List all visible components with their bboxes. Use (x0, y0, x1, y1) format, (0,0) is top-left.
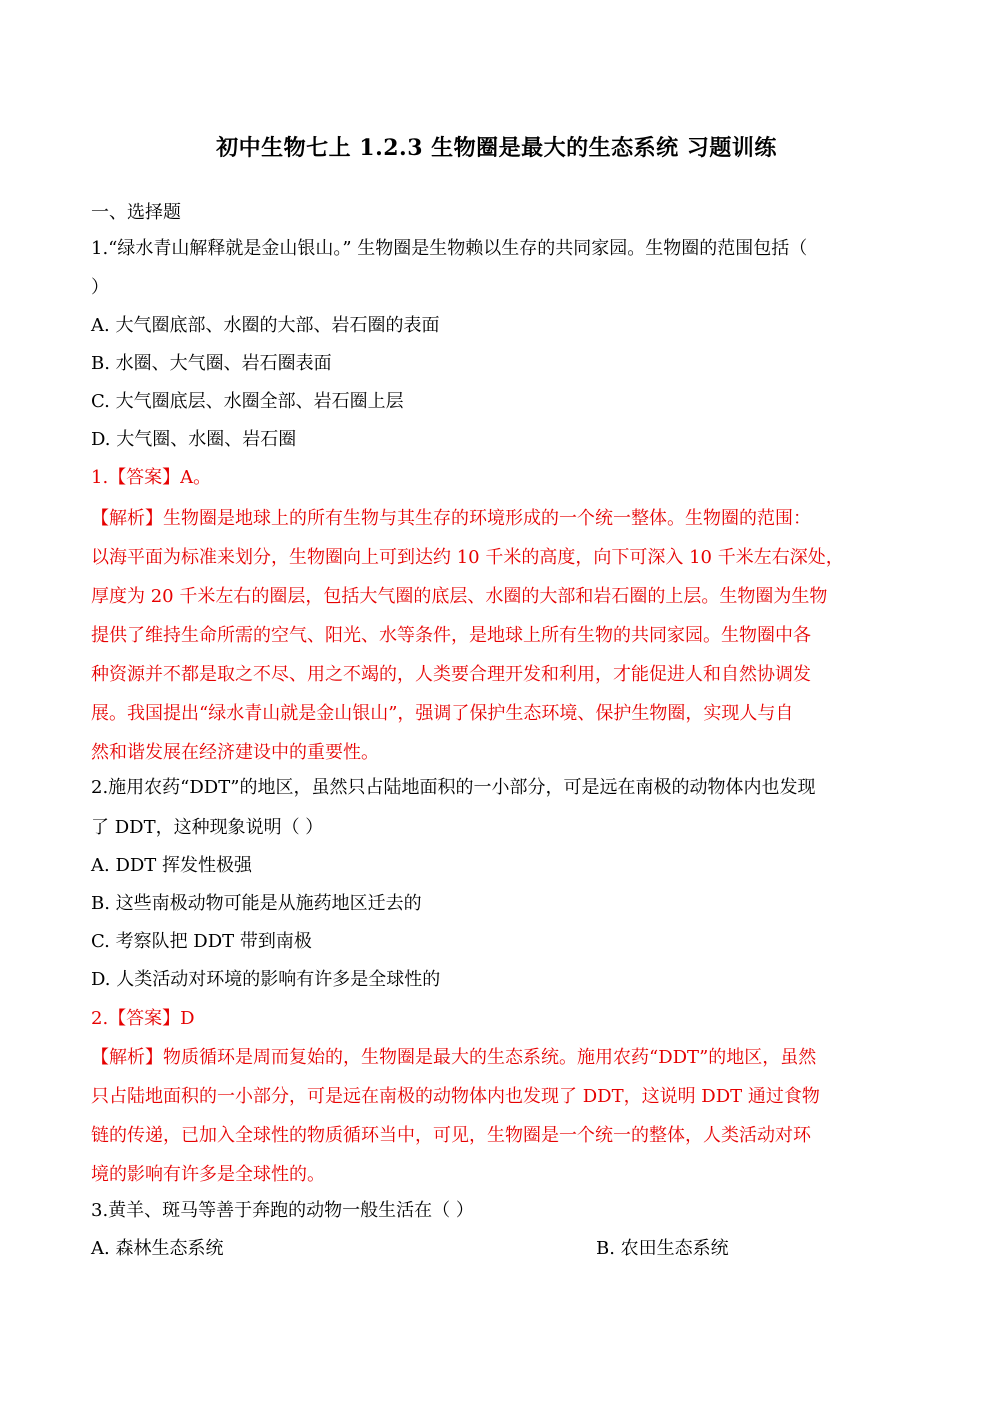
q1-analysis-line: 种资源并不都是取之不尽、用之不竭的，人类要合理开发和利用，才能促进人和自然协调发 (91, 664, 811, 685)
q2-analysis-line: 境的影响有许多是全球性的。 (91, 1164, 325, 1185)
q1-option-b: B. 水圈、大气圈、岩石圈表面 (91, 353, 332, 374)
q2-analysis-line: 【解析】物质循环是周而复始的，生物圈是最大的生态系统。施用农药“DDT”的地区，虽然 (91, 1047, 817, 1068)
q2-option-b: B. 这些南极动物可能是从施药地区迁去的 (91, 893, 422, 914)
q1-analysis (91, 499, 903, 772)
q1-analysis-line: 以海平面为标准来划分，生物圈向上可到达约 10 千米的高度，向下可深入 10 千米左右深处， (91, 547, 844, 568)
q1-answer: 1.【答案】A。 (91, 467, 212, 488)
q2-option-a: A. DDT 挥发性极强 (91, 855, 253, 876)
q1-option-d: D. 大气圈、水圈、岩石圈 (91, 429, 297, 450)
q2-analysis (91, 1038, 903, 1194)
q1-analysis-line: 厚度为 20 千米左右的圈层，包括大气圈的底层、水圈的大部和岩石圈的上层。生物圈为生物 (91, 586, 828, 607)
q1-stem-line: ） (91, 277, 109, 298)
q2-analysis-line: 链的传递，已加入全球性的物质循环当中，可见，生物圈是一个统一的整体，人类活动对环 (91, 1125, 811, 1146)
q1-analysis-line: 【解析】生物圈是地球上的所有生物与其生存的环境形成的一个统一整体。生物圈的范围： (91, 508, 811, 529)
q1-analysis-line: 展。我国提出“绿水青山就是金山银山”，强调了保护生态环境、保护生物圈，实现人与自 (91, 703, 794, 724)
q2-option-c: C. 考察队把 DDT 带到南极 (91, 931, 312, 952)
q3-option-a: A. 森林生态系统 (91, 1238, 224, 1259)
q2-analysis-line: 只占陆地面积的一小部分，可是远在南极的动物体内也发现了 DDT，这说明 DDT 通过食物 (91, 1086, 820, 1107)
q2-stem-line: 了 DDT，这种现象说明（ ） (91, 817, 324, 838)
q2-answer: 2.【答案】D (91, 1008, 195, 1029)
q1-option-c: C. 大气圈底层、水圈全部、岩石圈上层 (91, 391, 404, 412)
q1-analysis-line: 然和谐发展在经济建设中的重要性。 (91, 742, 379, 763)
q1-stem-line: 1.“绿水青山解释就是金山银山。” 生物圈是生物赖以生存的共同家园。生物圈的范围包括（ (91, 238, 808, 259)
section-heading: 一、选择题 (91, 202, 181, 223)
q1-analysis-line: 提供了维持生命所需的空气、阳光、水等条件，是地球上所有生物的共同家园。生物圈中各 (91, 625, 811, 646)
q2-stem-line: 2.施用农药“DDT”的地区，虽然只占陆地面积的一小部分，可是远在南极的动物体内也发现 (91, 777, 816, 798)
page-title: 初中生物七上 1.2.3 生物圈是最大的生态系统 习题训练 (216, 135, 777, 161)
q2-option-d: D. 人类活动对环境的影响有许多是全球性的 (91, 969, 441, 990)
q3-option-b: B. 农田生态系统 (596, 1238, 729, 1259)
q1-option-a: A. 大气圈底部、水圈的大部、岩石圈的表面 (91, 315, 440, 336)
q3-stem: 3.黄羊、斑马等善于奔跑的动物一般生活在（ ） (91, 1200, 474, 1221)
